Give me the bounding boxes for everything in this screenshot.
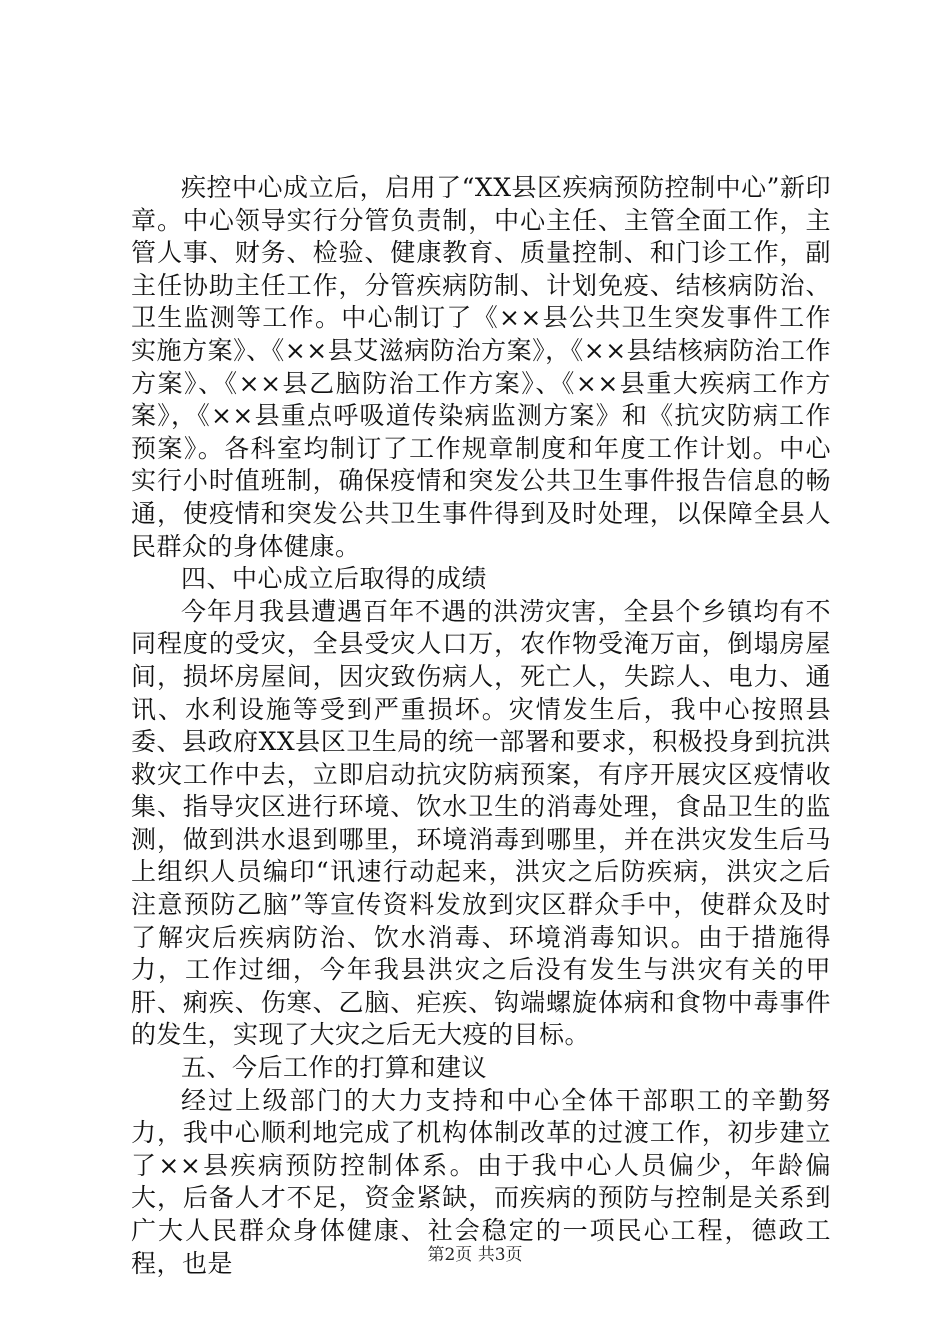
document-body [131,172,831,1280]
paragraph-flood-response: 今年月我县遭遇百年不遇的洪涝灾害，全县个乡镇均有不同程度的受灾，全县受灾人口万，农作物受淹万亩，倒塌房屋间，损坏房屋间，因灾致伤病人，死亡人，失踪人、电力、通讯、水利设施等受到严重损坏。灾情发生后，我中心按照县委、县政府XX县区卫生局的统一部署和要求，积极投身到抗洪救灾工作中去，立即启动抗灾防病预案，有序开展灾区疫情收集、指导灾区进行环境、饮水卫生的消毒处理，食品卫生的监测，做到洪水退到哪里，环境消毒到哪里，并在洪灾发生后马上组织人员编印“讯速行动起来，洪灾之后防疾病，洪灾之后注意预防乙脑”等宣传资料发放到灾区群众手中，使群众及时了解灾后疾病防治、饮水消毒、环境消毒知识。由于措施得力，工作过细，今年我县洪灾之后没有发生与洪灾有关的甲肝、痢疾、伤寒、乙脑、疟疾、钩端螺旋体病和食物中毒事件的发生，实现了大灾之后无大疫的目标。 [131,596,831,1050]
paragraph-future-work: 经过上级部门的大力支持和中心全体干部职工的辛勤努力，我中心顺利地完成了机构体制改革的过渡工作，初步建立了××县疾病预防控制体系。由于我中心人员偏少，年龄偏大，后备人才不足，资金紧缺，而疾病的预防与控制是关系到广大人民群众身体健康、社会稳定的一项民心工程，德政工程，也是 [131,1085,831,1278]
section-heading-achievements: 四、中心成立后取得的成绩 [181,564,488,594]
paragraph-center-establishment: 疾控中心成立后，启用了“XX县区疾病预防控制中心”新印章。中心领导实行分管负责制，中心主任、主管全面工作，主管人事、财务、检验、健康教育、质量控制、和门诊工作，副主任协助主任工作，分管疾病防制、计划免疫、结核病防治、卫生监测等工作。中心制订了《××县公共卫生突发事件工作实施方案》、《××县艾滋病防治方案》，《××县结核病防治工作方案》、《××县乙脑防治工作方案》、《××县重大疾病工作方案》，《××县重点呼吸道传染病监测方案》和《抗灾防病工作预案》。各科室均制订了工作规章制度和年度工作计划。中心实行小时值班制，确保疫情和突发公共卫生事件报告信息的畅通，使疫情和突发公共卫生事件得到及时处理，以保障全县人民群众的身体健康。 [131,173,831,561]
page-number-footer: 第2页 共3页 [427,1245,523,1265]
section-heading-future-plans: 五、今后工作的打算和建议 [181,1053,488,1083]
